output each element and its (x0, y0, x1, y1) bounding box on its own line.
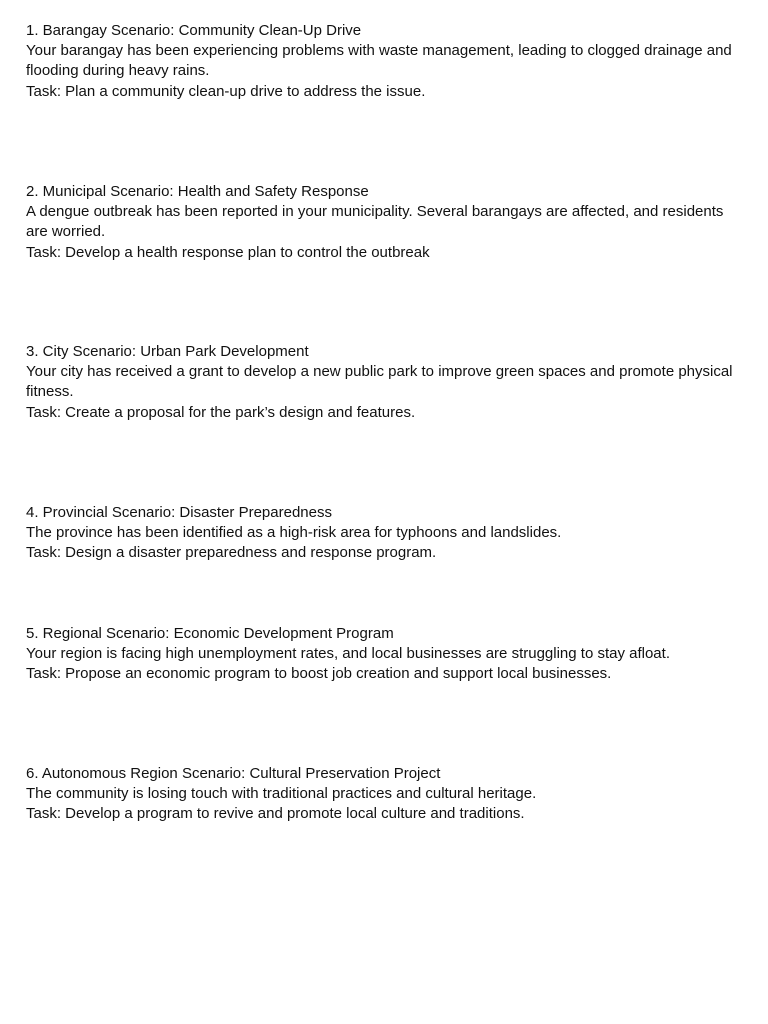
scenario-heading: 4. Provincial Scenario: Disaster Preparedness (26, 504, 332, 521)
scenario-task: Task: Propose an economic program to boost job creation and support local businesses. (26, 665, 612, 683)
scenario-description: The community is losing touch with traditional practices and cultural heritage. (26, 785, 537, 803)
scenario-block-regional (26, 624, 742, 685)
scenario-block-autonomous-region (26, 764, 742, 825)
scenario-heading: 2. Municipal Scenario: Health and Safety Response (26, 183, 369, 200)
scenario-block-municipal (26, 182, 742, 263)
scenario-task: Task: Develop a program to revive and promote local culture and traditions. (26, 805, 525, 823)
scenario-task: Task: Design a disaster preparedness and response program. (26, 544, 437, 562)
scenario-heading: 1. Barangay Scenario: Community Clean-Up Drive (26, 22, 362, 39)
scenario-heading: 6. Autonomous Region Scenario: Cultural Preservation Project (26, 765, 441, 782)
scenario-heading: 5. Regional Scenario: Economic Development Program (26, 625, 394, 642)
scenario-description: Your city has received a grant to develop a new public park to improve green spaces and promote physical fitness. (26, 363, 733, 401)
scenario-heading: 3. City Scenario: Urban Park Development (26, 343, 309, 360)
scenario-description: The province has been identified as a high-risk area for typhoons and landslides. (26, 524, 562, 542)
scenario-description: A dengue outbreak has been reported in your municipality. Several barangays are affected, and residents are worried. (26, 203, 724, 241)
scenario-description: Your barangay has been experiencing problems with waste management, leading to clogged drainage and flooding during heavy rains. (26, 42, 732, 80)
scenario-block-provincial (26, 503, 742, 564)
scenario-task: Task: Develop a health response plan to control the outbreak (26, 243, 430, 261)
scenario-description: Your region is facing high unemployment rates, and local businesses are struggling to stay afloat. (26, 645, 670, 663)
scenario-block-city (26, 342, 742, 423)
scenario-block-barangay (26, 21, 742, 102)
scenario-task: Task: Create a proposal for the park’s design and features. (26, 403, 416, 421)
scenario-task: Task: Plan a community clean-up drive to address the issue. (26, 82, 426, 100)
